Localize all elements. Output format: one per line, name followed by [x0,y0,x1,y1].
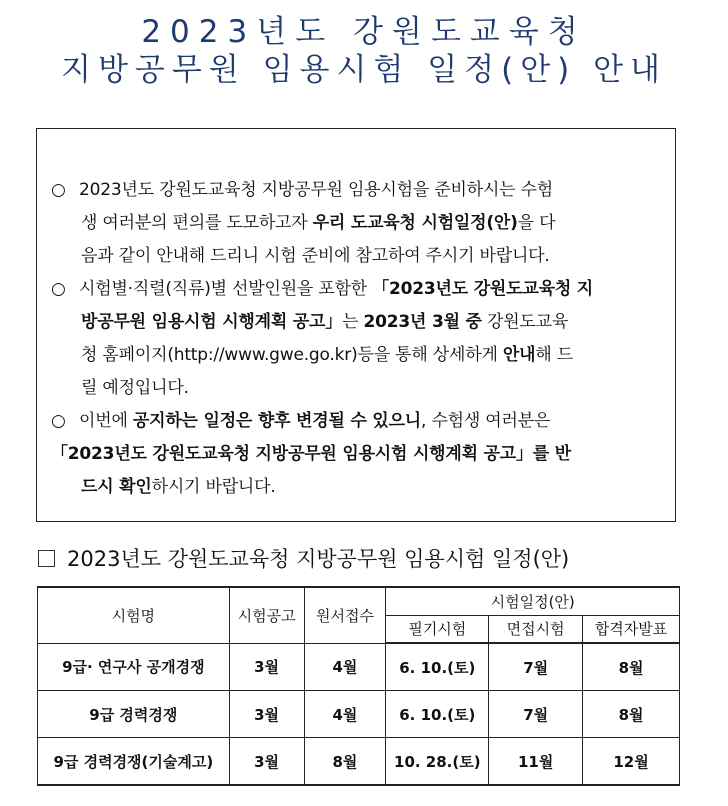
header-schedule-group: 시험일정(안) [386,587,680,615]
bullet-circle-icon: ○ [51,411,66,431]
p2-line2b: 는 [342,312,364,332]
p2-line3b: 안내 [502,345,536,365]
p2-line2d: 강원도교육 [481,312,569,332]
cell-announce: 3월 [229,691,304,738]
table-row [38,643,680,691]
p2-line1b: 「2023년도 강원도교육청 지 [372,279,593,299]
cell-interview: 7월 [489,691,583,738]
bullet-circle-icon: ○ [51,279,66,299]
p3-line3b: 하시기 바랍니다. [151,477,276,497]
notice-paragraph-1 [51,174,663,273]
cell-written: 6. 10.(토) [386,691,489,738]
cell-apply: 4월 [304,643,386,691]
p3-line1a: 이번에 [79,411,133,431]
cell-interview: 11월 [489,738,583,786]
cell-written: 6. 10.(토) [386,643,489,691]
p3-line2: 「2023년도 강원도교육청 지방공무원 임용시험 시행계획 공고」를 반 [51,444,571,464]
p2-line2a: 방공무원 임용시험 시행계획 공고」 [81,312,343,332]
p2-line3a: 청 홈페이지(http://www.gwe.go.kr)등을 통해 상세하게 [81,345,503,365]
cell-apply: 4월 [304,691,386,738]
cell-result: 12월 [583,738,680,786]
header-exam-name: 시험명 [38,587,230,643]
header-announce: 시험공고 [229,587,304,643]
table-row [38,738,680,786]
p1-line1: 2023년도 강원도교육청 지방공무원 임용시험을 준비하시는 수험 [79,180,554,200]
p1-line2c: 을 다 [517,213,556,233]
header-interview: 면접시험 [489,615,583,643]
p2-line1a: 시험별·직렬(직류)별 선발인원을 포함한 [79,279,373,299]
header-apply: 원서접수 [304,587,386,643]
p1-line3: 음과 같이 안내해 드리니 시험 준비에 참고하여 주시기 바랍니다. [81,246,550,266]
section-heading [38,544,569,574]
cell-result: 8월 [583,691,680,738]
cell-result: 8월 [583,643,680,691]
notice-paragraph-2 [51,273,663,405]
p1-line2b: 우리 도교육청 시험일정(안) [312,213,518,233]
notice-box [36,128,676,522]
cell-interview: 7월 [489,643,583,691]
cell-announce: 3월 [229,643,304,691]
section-heading-text: 2023년도 강원도교육청 지방공무원 임용시험 일정(안) [67,547,570,571]
checkbox-square-icon [38,550,55,567]
cell-announce: 3월 [229,738,304,786]
header-written: 필기시험 [386,615,489,643]
cell-written: 10. 28.(토) [386,738,489,786]
title-line-2: 지방공무원 임용시험 일정(안) 안내 [61,52,667,88]
p3-line1c: , 수험생 여러분은 [421,411,551,431]
title-line-1: 2023년도 강원도교육청 [141,14,587,50]
schedule-table [37,586,680,786]
p3-line1b: 공지하는 일정은 향후 변경될 수 있으니 [132,411,422,431]
cell-exam-name: 9급· 연구사 공개경쟁 [38,643,230,691]
bullet-circle-icon: ○ [51,180,66,200]
cell-exam-name: 9급 경력경쟁 [38,691,230,738]
p2-line2c: 2023년 3월 중 [363,312,482,332]
p1-line2a: 생 여러분의 편의를 도모하고자 [81,213,313,233]
p2-line3c: 해 드 [535,345,573,365]
cell-exam-name: 9급 경력경쟁(기술계고) [38,738,230,786]
p3-line3a: 드시 확인 [81,477,152,497]
cell-apply: 8월 [304,738,386,786]
table-row [38,691,680,738]
header-result: 합격자발표 [583,615,680,643]
notice-paragraph-3 [51,405,663,504]
p2-line4: 릴 예정입니다. [81,378,189,398]
